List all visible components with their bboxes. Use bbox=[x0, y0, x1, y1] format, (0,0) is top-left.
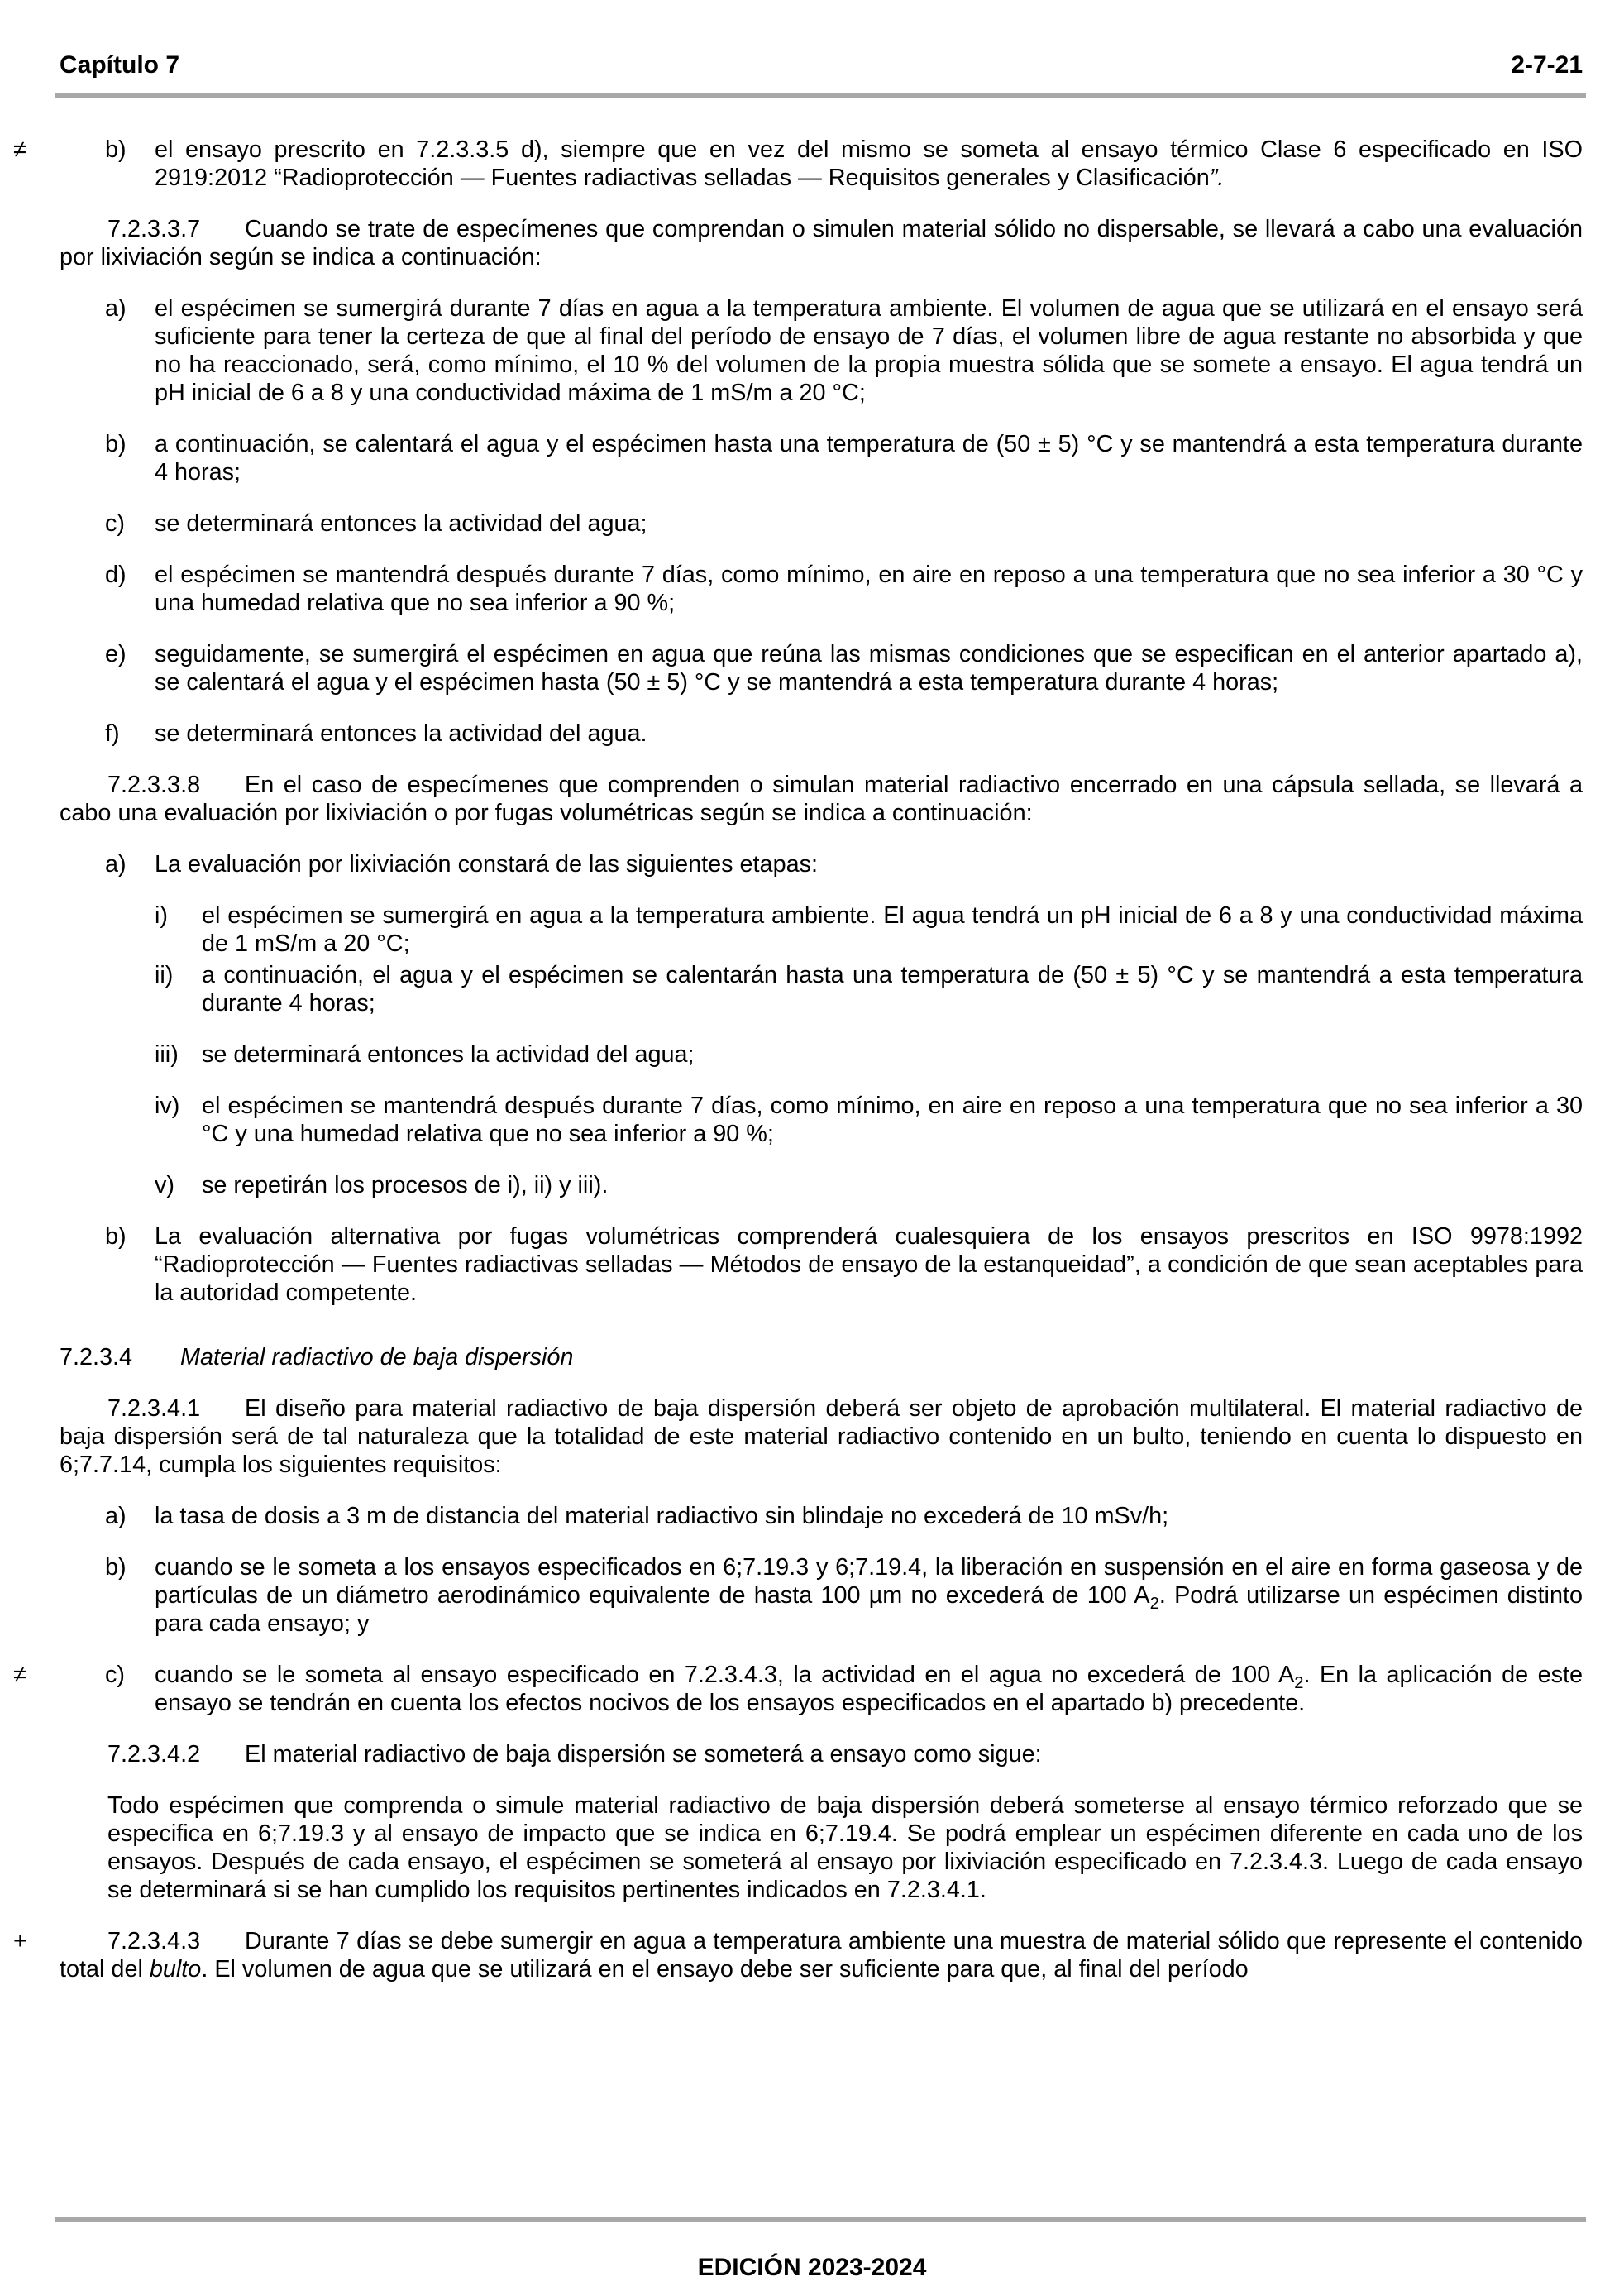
paragraph-number: 7.2.3.3.7 bbox=[107, 216, 201, 242]
paragraph-number: 7.2.3.3.8 bbox=[107, 772, 201, 798]
item-label: b) bbox=[105, 1223, 127, 1250]
page-content bbox=[13, 136, 1583, 2007]
sub-list-item bbox=[60, 961, 1583, 1017]
list-item bbox=[60, 1553, 1583, 1638]
list-item bbox=[60, 561, 1583, 617]
item-text: el espécimen se mantendrá después durante 7 días, como mínimo, en aire en reposo a una temperatura que no sea inferior a 30 °C y una humedad relativa que no sea inferior a 90 %; bbox=[155, 562, 1583, 616]
sub-item-label: iv) bbox=[155, 1093, 180, 1119]
item-text: . En la aplicación de este ensayo se tendrán en cuenta los efectos nocivos de los ensayos especificados en el apartado b) precedente. bbox=[155, 1662, 1583, 1716]
footer-rule bbox=[55, 2217, 1586, 2222]
item-text: cuando se le someta al ensayo especificado en 7.2.3.4.3, la actividad en el agua no excederá de 100 A bbox=[155, 1662, 1295, 1688]
change-mark: ≠ bbox=[13, 1662, 26, 1688]
item-text-end: ”. bbox=[1209, 165, 1225, 191]
item-text: La evaluación alternativa por fugas volumétricas comprenderá cualesquiera de los ensayos prescritos en ISO 9978:1992 “Radioprotección — Fuentes radiactivas selladas — Métodos de ensayo de la estanqueidad”, a condición de que sean aceptables para la autoridad competente. bbox=[155, 1223, 1583, 1306]
sub-list-item bbox=[60, 1040, 1583, 1069]
header-rule bbox=[55, 93, 1586, 98]
sub-item-text: se repetirán los procesos de i), ii) y iii). bbox=[202, 1172, 609, 1198]
paragraph-text: . El volumen de agua que se utilizará en el ensayo debe ser suficiente para que, al final del período bbox=[201, 1956, 1249, 1983]
paragraph-number: 7.2.3.4.2 bbox=[107, 1741, 201, 1767]
item-text: el ensayo prescrito en 7.2.3.3.5 d), siempre que en vez del mismo se someta al ensayo térmico Clase 6 especificado en ISO 2919:2012 “Radioprotección — Fuentes radiactivas selladas — Requisitos generales y Clasificación bbox=[155, 136, 1583, 191]
list-item bbox=[60, 509, 1583, 538]
item-label: c) bbox=[105, 1662, 125, 1688]
list-item bbox=[60, 294, 1583, 407]
list-item bbox=[13, 1661, 1583, 1717]
sub-list-item bbox=[60, 902, 1583, 958]
list-item bbox=[60, 720, 1583, 748]
item-text: cuando se le someta a los ensayos especificados en 6;7.19.3 y 6;7.19.4, la liberación en suspensión en el aire en forma gaseosa y de partículas de un diámetro aerodinámico equivalente de hasta 100 µm no excederá de 100 A bbox=[155, 1554, 1583, 1609]
paragraph-text: En el caso de especímenes que comprenden o simulan material radiactivo encerrado en una cápsula sellada, se llevará a cabo una evaluación por lixiviación o por fugas volumétricas según se indica a continuación: bbox=[60, 772, 1583, 826]
section-title: Material radiactivo de baja dispersión bbox=[180, 1344, 574, 1370]
sub-item-text: el espécimen se mantendrá después durante 7 días, como mínimo, en aire en reposo a una temperatura que no sea inferior a 30 °C y una humedad relativa que no sea inferior a 90 %; bbox=[202, 1093, 1583, 1147]
paragraph-body: Todo espécimen que comprenda o simule material radiactivo de baja dispersión deberá someterse al ensayo térmico reforzado que se especifica en 6;7.19.3 y al ensayo de impacto que se indica en 6;7.19.4. Se podrá emplear un espécimen diferente en cada uno de los ensayos. Después de cada ensayo, el espécimen se someterá al ensayo por lixiviación especificado en 7.2.3.4.3. Luego de cada ensayo se determinará si se han cumplido los requisitos pertinentes indicados en 7.2.3.4.1. bbox=[107, 1792, 1583, 1903]
item-text: a continuación, se calentará el agua y el espécimen hasta una temperatura de (50 ± 5) °C y se mantendrá a esta temperatura durante 4 horas; bbox=[155, 431, 1583, 486]
sub-item-text: el espécimen se sumergirá en agua a la temperatura ambiente. El agua tendrá un pH inicial de 6 a 8 y una conductividad máxima de 1 mS/m a 20 °C; bbox=[202, 902, 1583, 957]
sub-list-item bbox=[60, 1092, 1583, 1148]
sub-item-label: iii) bbox=[155, 1041, 179, 1068]
page-footer: EDICIÓN 2023-2024 bbox=[697, 2254, 927, 2281]
paragraph-text: El material radiactivo de baja dispersión se someterá a ensayo como sigue: bbox=[245, 1741, 1042, 1767]
item-text: La evaluación por lixiviación constará de las siguientes etapas: bbox=[155, 851, 818, 878]
sub-item-text: a continuación, el agua y el espécimen se calentarán hasta una temperatura de (50 ± 5) °C y se mantendrá a esta temperatura durante 4 horas; bbox=[202, 962, 1583, 1016]
item-label: f) bbox=[105, 720, 120, 747]
item-label: c) bbox=[105, 510, 125, 537]
paragraph-7-2-3-4-2 bbox=[60, 1740, 1583, 1768]
item-text: . Podrá utilizarse un espécimen distinto para cada ensayo; y bbox=[155, 1582, 1583, 1637]
sub-list-item bbox=[60, 1171, 1583, 1199]
list-item bbox=[60, 430, 1583, 486]
section-number: 7.2.3.4 bbox=[60, 1344, 133, 1370]
paragraph-italic: bulto bbox=[149, 1956, 202, 1983]
paragraph-text: Cuando se trate de especímenes que comprendan o simulen material sólido no dispersable, se llevará a cabo una evaluación por lixiviación según se indica a continuación: bbox=[60, 216, 1583, 270]
paragraph-text: El diseño para material radiactivo de baja dispersión deberá ser objeto de aprobación multilateral. El material radiactivo de baja dispersión será de tal naturaleza que la totalidad de este material radiactivo contenido en un bulto, teniendo en cuenta lo dispuesto en 6;7.7.14, cumpla los siguientes requisitos: bbox=[60, 1395, 1583, 1478]
new-mark: + bbox=[13, 1928, 27, 1954]
subscript: 2 bbox=[1149, 1594, 1159, 1613]
item-label: a) bbox=[105, 1503, 127, 1529]
item-label: a) bbox=[105, 851, 127, 878]
list-item bbox=[60, 850, 1583, 878]
item-label: b) bbox=[105, 136, 127, 163]
item-label: a) bbox=[105, 295, 127, 322]
sub-item-label: i) bbox=[155, 902, 168, 929]
list-item bbox=[60, 640, 1583, 696]
paragraph-7-2-3-3-8 bbox=[60, 771, 1583, 827]
item-label: e) bbox=[105, 641, 127, 667]
page-header bbox=[60, 51, 1583, 88]
paragraph-7-2-3-4-3 bbox=[13, 1927, 1583, 1983]
item-label: d) bbox=[105, 562, 127, 588]
sub-item-label: v) bbox=[155, 1172, 174, 1198]
item-text: se determinará entonces la actividad del agua; bbox=[155, 510, 647, 537]
section-heading bbox=[60, 1343, 1583, 1371]
paragraph-number: 7.2.3.4.3 bbox=[107, 1928, 201, 1954]
item-label: b) bbox=[105, 431, 127, 457]
sub-item-label: ii) bbox=[155, 962, 174, 988]
list-item bbox=[13, 136, 1583, 192]
item-text: seguidamente, se sumergirá el espécimen en agua que reúna las mismas condiciones que se especifican en el anterior apartado a), se calentará el agua y el espécimen hasta (50 ± 5) °C y se mantendrá a esta temperatura durante 4 horas; bbox=[155, 641, 1583, 696]
list-item bbox=[60, 1502, 1583, 1530]
item-label: b) bbox=[105, 1554, 127, 1581]
item-text: la tasa de dosis a 3 m de distancia del material radiactivo sin blindaje no excederá de 10 mSv/h; bbox=[155, 1503, 1169, 1529]
change-mark: ≠ bbox=[13, 136, 26, 163]
list-item bbox=[60, 1222, 1583, 1307]
chapter-title: Capítulo 7 bbox=[60, 51, 180, 79]
paragraph-text: Durante 7 días se debe sumergir en agua a temperatura ambiente una muestra de material sólido que represente el contenido total del bbox=[60, 1928, 1583, 1983]
subscript: 2 bbox=[1294, 1673, 1304, 1692]
item-text: el espécimen se sumergirá durante 7 días en agua a la temperatura ambiente. El volumen de agua que se utilizará en el ensayo será suficiente para tener la certeza de que al final del período de ensayo de 7 días, el volumen libre de agua restante no absorbida y que no ha reaccionado, será, como mínimo, el 10 % del volumen de la propia muestra sólida que se somete a ensayo. El agua tendrá un pH inicial de 6 a 8 y una conductividad máxima de 1 mS/m a 20 °C; bbox=[155, 295, 1583, 406]
paragraph-number: 7.2.3.4.1 bbox=[107, 1395, 201, 1422]
paragraph-7-2-3-4-1 bbox=[60, 1394, 1583, 1479]
paragraph-7-2-3-3-7 bbox=[60, 215, 1583, 271]
item-text: se determinará entonces la actividad del agua. bbox=[155, 720, 647, 747]
sub-item-text: se determinará entonces la actividad del agua; bbox=[202, 1041, 695, 1068]
page-number: 2-7-21 bbox=[1511, 51, 1583, 79]
